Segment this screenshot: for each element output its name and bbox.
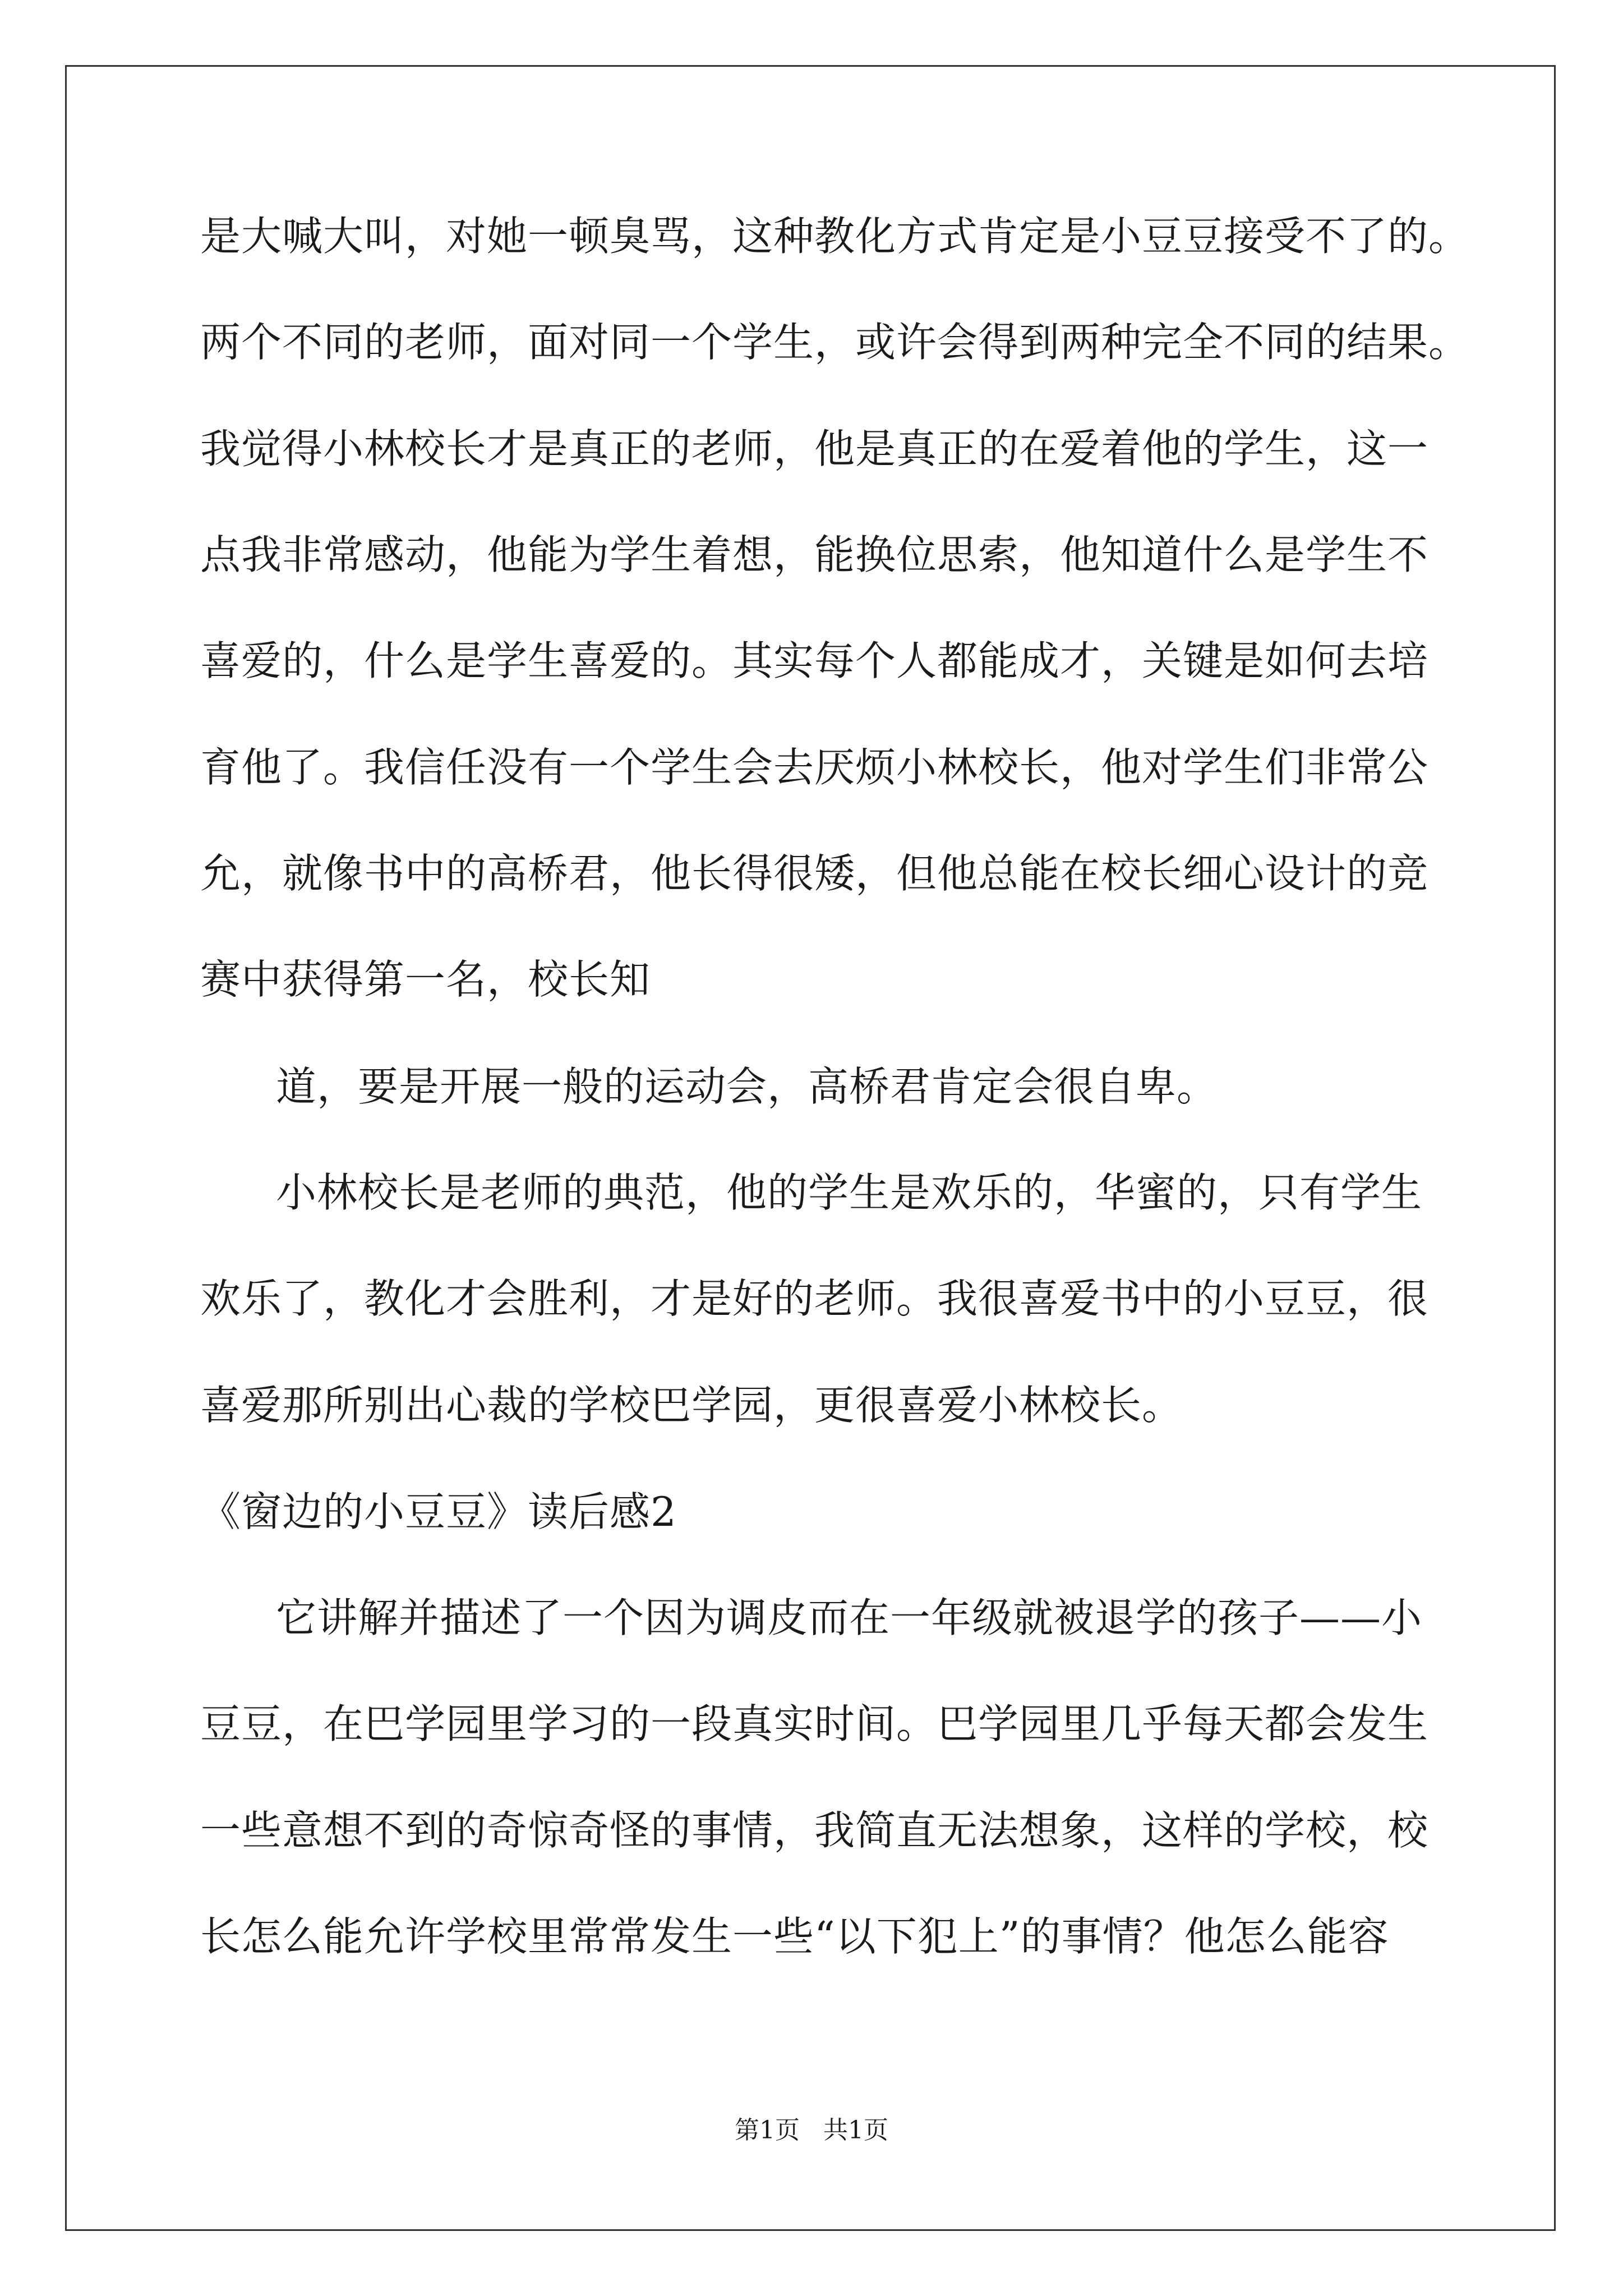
text-line: 长怎么能允许学校里常常发生一些“以下犯上”的事情？他怎么能容 (200, 1913, 1389, 1960)
text-line: 它讲解并描述了一个因为调皮而在一年级就被退学的孩子——小 (276, 1594, 1423, 1641)
text-line: 我觉得小林校长才是真正的老师，他是真正的在爱着他的学生，这一 (200, 425, 1429, 472)
text-line: 点我非常感动，他能为学生着想，能换位思索，他知道什么是学生不 (200, 531, 1429, 578)
text-line: 小林校长是老师的典范，他的学生是欢乐的，华蜜的，只有学生 (276, 1169, 1423, 1216)
section-heading: 《窗边的小豆豆》读后感2 (200, 1488, 677, 1535)
text-line: 两个不同的老师，面对同一个学生，或许会得到两种完全不同的结果。 (200, 319, 1470, 366)
text-line: 赛中获得第一名，校长知 (200, 956, 651, 1003)
page-footer: 第1页 共1页 (735, 2116, 888, 2145)
text-line: 是大喊大叫，对她一顿臭骂，这种教化方式肯定是小豆豆接受不了的。 (200, 213, 1470, 260)
text-line: 允，就像书中的高桥君，他长得很矮，但他总能在校长细心设计的竞 (200, 850, 1429, 897)
text-line: 喜爱的，什么是学生喜爱的。其实每个人都能成才，关键是如何去培 (200, 637, 1429, 684)
text-line: 一些意想不到的奇惊奇怪的事情，我简直无法想象，这样的学校，校 (200, 1807, 1429, 1854)
text-line: 道，要是开展一般的运动会，高桥君肯定会很自卑。 (276, 1063, 1218, 1110)
text-line: 欢乐了，教化才会胜利，才是好的老师。我很喜爱书中的小豆豆，很 (200, 1275, 1429, 1322)
text-line: 育他了。我信任没有一个学生会去厌烦小林校长，他对学生们非常公 (200, 744, 1429, 791)
page-border (65, 65, 1556, 2231)
text-line: 豆豆，在巴学园里学习的一段真实时间。巴学园里几乎每天都会发生 (200, 1700, 1429, 1747)
text-line: 喜爱那所别出心裁的学校巴学园，更很喜爱小林校长。 (200, 1382, 1183, 1429)
